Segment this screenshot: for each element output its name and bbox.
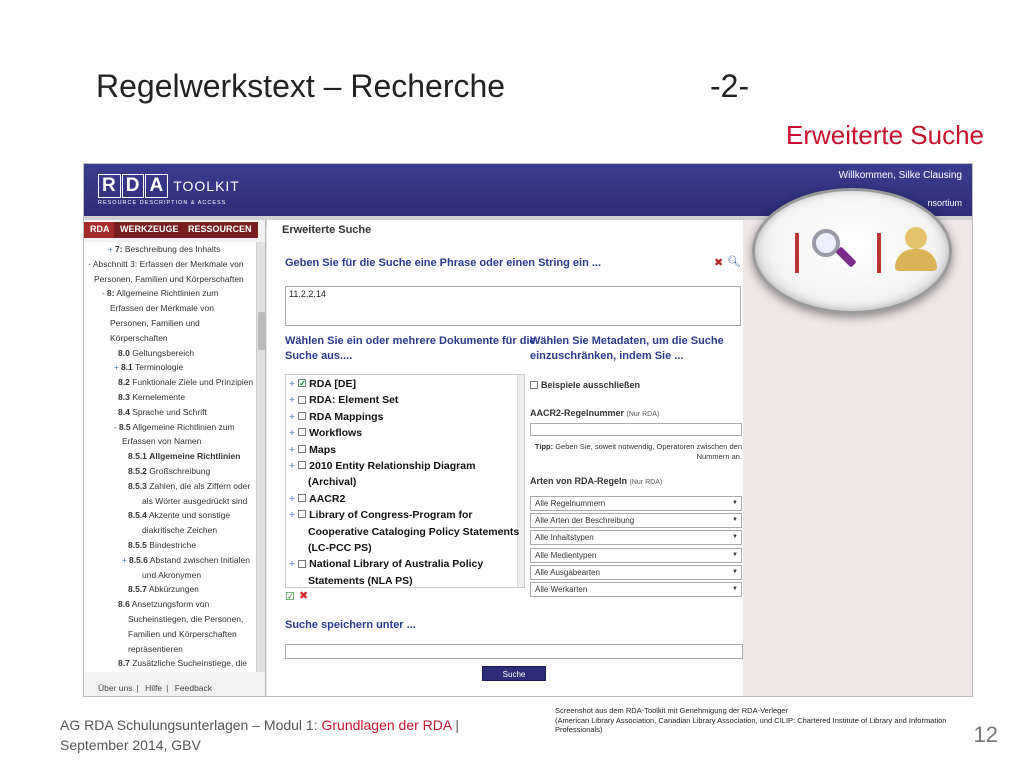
consortium-text: nsortium — [927, 198, 962, 208]
document-option[interactable]: + Maps — [289, 443, 336, 456]
tab-werkzeuge[interactable]: WERKZEUGE — [114, 222, 185, 238]
expand-icon[interactable]: + — [289, 427, 296, 440]
document-checkbox[interactable] — [298, 461, 306, 469]
page-number: 12 — [973, 722, 998, 747]
toc-item[interactable]: Familien und Körperschaften — [128, 628, 237, 639]
toc-item[interactable]: und Akronymen — [142, 569, 202, 580]
welcome-text: Willkommen, Silke Clausing — [838, 170, 962, 181]
sidebar-tabs — [84, 220, 266, 238]
rule-type-select[interactable]: Alle Ausgabearten ▼ — [530, 565, 742, 580]
rule-type-select[interactable]: Alle Regelnummern ▼ — [530, 496, 742, 511]
collapse-icon[interactable]: - — [88, 258, 91, 269]
documents-list — [285, 374, 525, 588]
docs-label: Wählen Sie ein oder mehrere Dokumente für die Suche aus.... — [285, 335, 536, 362]
tab-ressourcen[interactable]: RESSOURCEN — [182, 222, 258, 238]
document-option[interactable]: + Library of Congress-Program for — [289, 509, 473, 522]
toc-item[interactable]: repräsentieren — [128, 643, 183, 654]
collapse-icon[interactable]: - — [114, 421, 117, 432]
tab-rda[interactable]: RDA — [84, 222, 116, 238]
toc-item[interactable]: 8.0 Geltungsbereich — [118, 347, 195, 358]
hint-text: Tipp: Geben Sie, soweit notwendig, Operatoren zwischen den Nummern an. — [534, 442, 742, 461]
sidebar-scrollbar[interactable] — [256, 242, 265, 672]
expand-icon[interactable]: + — [122, 554, 127, 565]
toc-item[interactable]: + 8.1 Terminologie — [114, 362, 184, 373]
document-checkbox[interactable] — [298, 510, 306, 518]
slide-subtitle: Erweiterte Suche — [786, 120, 984, 150]
toc-item[interactable]: Körperschaften — [110, 332, 168, 343]
expand-icon[interactable]: + — [289, 378, 296, 390]
toc-tree — [84, 242, 256, 672]
main-title: Erweiterte Suche — [282, 224, 372, 236]
exclude-examples-checkbox[interactable] — [530, 381, 538, 389]
scrollbar-thumb[interactable] — [258, 312, 265, 350]
user-icon — [905, 227, 927, 249]
document-option[interactable]: + 2010 Entity Relationship Diagram — [289, 460, 476, 472]
exclude-examples[interactable]: Beispiele ausschließen — [530, 380, 640, 390]
expand-icon[interactable]: + — [289, 558, 296, 571]
document-option[interactable]: (LC-PCC PS) — [308, 542, 372, 554]
search-button[interactable]: Suche — [482, 666, 546, 681]
expand-icon[interactable]: + — [289, 509, 296, 522]
divider-bar — [795, 233, 799, 273]
slide-title: Regelwerkstext – Recherche — [96, 68, 506, 104]
aacr2-input[interactable] — [530, 423, 742, 436]
rule-type-select[interactable]: Alle Medientypen ▼ — [530, 548, 742, 563]
document-option[interactable]: +✓ RDA [DE] — [289, 378, 356, 391]
magnifier-handle — [835, 246, 856, 267]
clear-icon[interactable]: ✖ — [714, 257, 724, 269]
toc-item[interactable]: + 7: Beschreibung des Inhalts — [108, 244, 221, 254]
link-feedback[interactable]: Feedback — [174, 683, 213, 693]
sidebar-footer: Über uns | Hilfe | Feedback — [98, 683, 213, 693]
toc-item[interactable]: + 8.5.6 Abstand zwischen Initialen — [122, 554, 250, 565]
rules-label: Arten von RDA-Regeln (Nur RDA) — [530, 476, 663, 486]
expand-icon[interactable]: + — [108, 244, 113, 254]
toc-item[interactable]: 8.5.3 Zahlen, die als Ziffern oder — [128, 480, 251, 491]
toc-item[interactable]: 8.5.4 Akzente und sonstige — [128, 510, 231, 521]
rule-type-select[interactable]: Alle Werkarten ▼ — [530, 582, 742, 597]
document-option[interactable]: Statements (NLA PS) — [308, 574, 413, 587]
document-checkbox[interactable] — [298, 560, 306, 568]
rda-toolkit-logo[interactable]: R D A TOOLKIT RESOURCE DESCRIPTION & ACCESS — [98, 175, 240, 206]
toc-item[interactable]: Personen, Familien und Körperschaften — [94, 273, 244, 284]
rule-type-select[interactable]: Alle Arten der Beschreibung ▼ — [530, 513, 742, 528]
magnifier-overlay — [752, 188, 952, 314]
toc-item[interactable]: als Wörter ausgedrückt sind — [142, 495, 248, 506]
toc-item[interactable]: 8.5.1 Allgemeine Richtlinien — [128, 451, 241, 462]
document-option[interactable]: + National Library of Australia Policy — [289, 558, 484, 571]
toc-item[interactable]: Personen, Familien und — [110, 318, 200, 328]
document-checkbox[interactable] — [298, 494, 306, 502]
screenshot-caption: Screenshot aus dem RDA-Toolkit mit Genehmigung der RDA-Verleger (American Library Association, Canadian Library Association, und CILIP: Chartered Institute of Library and Information Professionals) — [555, 706, 947, 734]
toc-item[interactable]: Erfassen der Merkmale von — [110, 303, 214, 314]
aacr2-label: AACR2-Regelnummer (Nur RDA) — [530, 408, 660, 418]
deselect-all-icon[interactable]: ✖ — [299, 590, 309, 602]
document-checkbox[interactable] — [298, 412, 306, 420]
document-checkbox[interactable] — [298, 379, 306, 387]
rule-type-select[interactable]: Alle Inhaltstypen ▼ — [530, 530, 742, 545]
docs-scrollbar[interactable] — [517, 375, 524, 588]
expand-icon[interactable]: + — [289, 394, 296, 407]
search-query-input[interactable]: 11.2.2.14 — [285, 286, 741, 326]
save-label: Suche speichern unter ... — [285, 619, 416, 631]
phrase-label: Geben Sie für die Suche eine Phrase oder einen String ein ... — [285, 257, 602, 269]
document-option[interactable]: + RDA Mappings — [289, 410, 384, 423]
document-option[interactable]: + Workflows — [289, 427, 363, 440]
expand-icon[interactable]: + — [289, 460, 296, 472]
toc-item[interactable]: - Abschnitt 3: Erfassen der Merkmale von — [88, 258, 244, 269]
save-search-input[interactable] — [285, 644, 743, 659]
document-option[interactable]: + AACR2 — [289, 492, 346, 505]
select-all-icon[interactable]: ☑ — [285, 591, 295, 603]
link-ueber-uns[interactable]: Über uns — [98, 683, 133, 693]
collapse-icon[interactable]: - — [102, 288, 105, 299]
metadata-label: Wählen Sie Metadaten, um die Suche einzuschränken, indem Sie ... — [530, 335, 724, 362]
toc-item[interactable]: 8.5.7 Abkürzungen — [128, 584, 199, 595]
document-option[interactable]: + RDA: Element Set — [289, 394, 399, 407]
toc-item[interactable]: - 8: Allgemeine Richtlinien zum — [102, 288, 219, 299]
toc-item[interactable]: 8.6 Ansetzungsform von — [118, 599, 210, 610]
link-hilfe[interactable]: Hilfe — [145, 683, 163, 693]
slide-title-number: -2- — [710, 68, 750, 104]
toc-item[interactable]: 8.5.2 Großschreibung — [128, 466, 211, 476]
toc-item[interactable]: 8.2 Funktionale Ziele und Prinzipien — [118, 377, 254, 388]
divider-bar — [877, 233, 881, 273]
document-checkbox[interactable] — [298, 445, 306, 453]
search-icon[interactable]: 🔍︎ — [727, 256, 741, 268]
expand-icon[interactable]: + — [289, 492, 296, 505]
toc-item[interactable]: 8.5.5 Bindestriche — [128, 540, 197, 550]
expand-icon[interactable]: + — [289, 443, 296, 456]
expand-icon[interactable]: + — [289, 410, 296, 423]
expand-icon[interactable]: + — [114, 362, 119, 373]
document-checkbox[interactable] — [298, 428, 306, 436]
document-option[interactable]: (Archival) — [308, 476, 357, 489]
user-icon-body — [895, 249, 937, 271]
sidebar — [84, 220, 266, 697]
toc-item[interactable]: Sucheinstiegen, die Personen, — [128, 614, 244, 624]
toc-item[interactable]: 8.4 Sprache und Schrift — [118, 406, 207, 417]
toc-item[interactable]: diakritische Zeichen — [142, 525, 218, 536]
toc-item[interactable]: 8.3 Kernelemente — [118, 392, 186, 402]
document-option[interactable]: Cooperative Cataloging Policy Statements — [308, 525, 520, 538]
toc-item[interactable]: Erfassen von Namen — [122, 436, 202, 447]
document-checkbox[interactable] — [298, 396, 306, 404]
toc-item[interactable]: 8.7 Zusätzliche Sucheinstiege, die — [118, 658, 248, 669]
slide-footer: AG RDA Schulungsunterlagen – Modul 1: Grundlagen der RDA | September 2014, GBV — [60, 717, 459, 753]
toc-item[interactable]: - 8.5 Allgemeine Richtlinien zum — [114, 421, 235, 432]
